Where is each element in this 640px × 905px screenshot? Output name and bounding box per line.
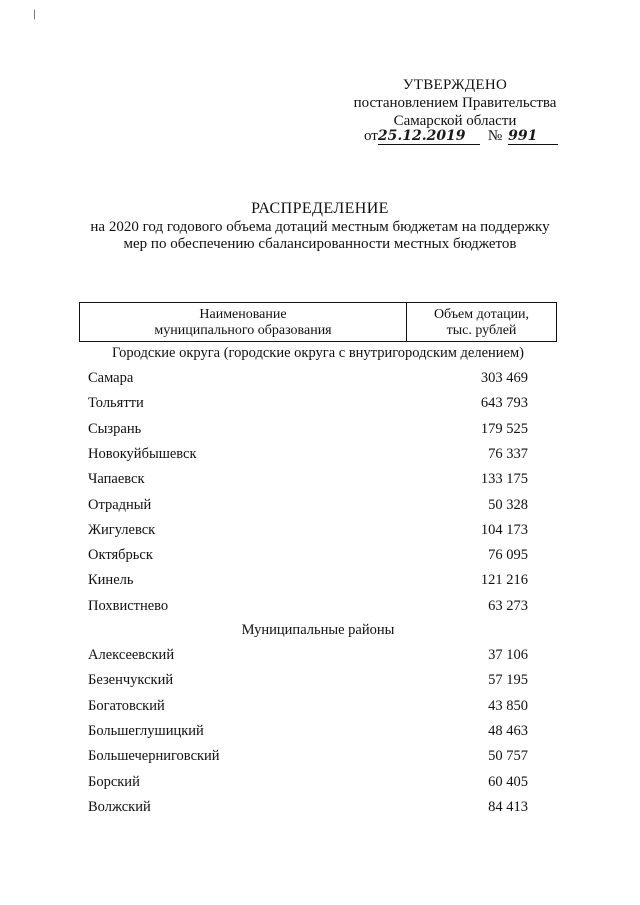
approval-heading: УТВЕРЖДЕНО <box>402 77 508 93</box>
table-row <box>88 672 528 692</box>
subsidy-amount: 37 106 <box>488 647 528 663</box>
subsidy-amount: 63 273 <box>488 597 528 614</box>
document-subtitle-line2: мер по обеспечению сбалансированности местных бюджетов <box>123 236 517 252</box>
document-title: РАСПРЕДЕЛЕНИЕ <box>251 200 389 217</box>
number-prefix: № <box>487 128 503 144</box>
municipality-name: Тольятти <box>88 395 144 412</box>
municipality-name: Волжский <box>88 798 151 815</box>
subsidy-amount: 303 469 <box>480 370 528 386</box>
subsidy-amount: 84 413 <box>488 798 528 815</box>
approval-stamp <box>340 76 570 130</box>
municipality-name: Борский <box>88 773 140 790</box>
table-header <box>79 302 557 342</box>
table-row <box>88 723 528 743</box>
municipality-name: Чапаевск <box>88 471 145 488</box>
municipality-name: Безенчукский <box>88 672 174 689</box>
table-row <box>88 522 528 542</box>
subsidy-amount: 76 337 <box>488 445 528 462</box>
table-row <box>88 395 528 415</box>
municipality-name: Новокуйбышевск <box>88 445 197 462</box>
table-row <box>88 370 528 390</box>
subsidy-amount: 50 328 <box>488 496 528 513</box>
subsidy-amount: 643 793 <box>480 395 528 412</box>
municipality-name: Кинель <box>88 572 134 589</box>
table-row <box>88 799 528 819</box>
municipality-name: Отрадный <box>88 496 152 513</box>
table-row <box>88 547 528 567</box>
column-header-name-line2: муниципального образования <box>154 323 332 338</box>
subsidy-amount: 133 175 <box>480 471 528 488</box>
document-subtitle-line1: на 2020 год годового объема дотаций местным бюджетам на поддержку <box>90 219 550 235</box>
date-prefix: от <box>364 128 378 144</box>
section-title: Городские округа (городские округа с внутригородским делением) <box>112 345 524 361</box>
table-row <box>88 497 528 517</box>
table-row <box>88 421 528 441</box>
subsidy-amount: 57 195 <box>488 672 528 689</box>
subsidy-amount: 104 173 <box>480 521 528 538</box>
approval-date-number <box>364 128 558 145</box>
municipality-name: Сызрань <box>88 420 142 437</box>
approval-line-authority: постановлением Правительства <box>353 95 557 111</box>
subsidy-amount: 60 405 <box>488 773 528 790</box>
approval-number: 991 <box>508 128 558 145</box>
column-header-name <box>80 303 407 342</box>
municipality-name: Богатовский <box>88 697 165 714</box>
municipality-name: Октябрьск <box>88 547 153 564</box>
section-title: Муниципальные районы <box>241 622 395 638</box>
subsidy-amount: 50 757 <box>488 748 528 765</box>
table-row <box>88 572 528 592</box>
table-row <box>88 774 528 794</box>
subsidy-amount: 48 463 <box>488 722 528 739</box>
table-row <box>88 698 528 718</box>
municipality-name: Алексеевский <box>88 647 175 663</box>
subsidy-amount: 43 850 <box>488 697 528 714</box>
table-row <box>88 471 528 491</box>
document-heading <box>60 200 580 253</box>
column-header-name-line1: Наименование <box>199 307 287 322</box>
municipality-name: Большечерниговский <box>88 748 220 765</box>
table-row <box>88 446 528 466</box>
subsidy-amount: 179 525 <box>480 420 528 437</box>
municipality-name: Жигулевск <box>88 521 156 538</box>
column-header-amount <box>407 303 557 342</box>
municipality-name: Самара <box>88 370 134 386</box>
table-row <box>88 598 528 618</box>
approval-date: 25.12.2019 <box>378 128 480 145</box>
column-header-amount-line2: тыс. рублей <box>446 323 517 338</box>
municipality-name: Большеглушицкий <box>88 722 204 739</box>
subsidy-amount: 121 216 <box>480 572 528 589</box>
table-row <box>88 748 528 768</box>
subsidy-amount: 76 095 <box>488 547 528 564</box>
approval-line-region: Самарской области <box>393 113 517 129</box>
municipality-name: Похвистнево <box>88 597 169 614</box>
table-row <box>88 647 528 667</box>
handwritten-corner-mark: / <box>30 7 40 24</box>
column-header-amount-line1: Объем дотации, <box>433 307 530 322</box>
